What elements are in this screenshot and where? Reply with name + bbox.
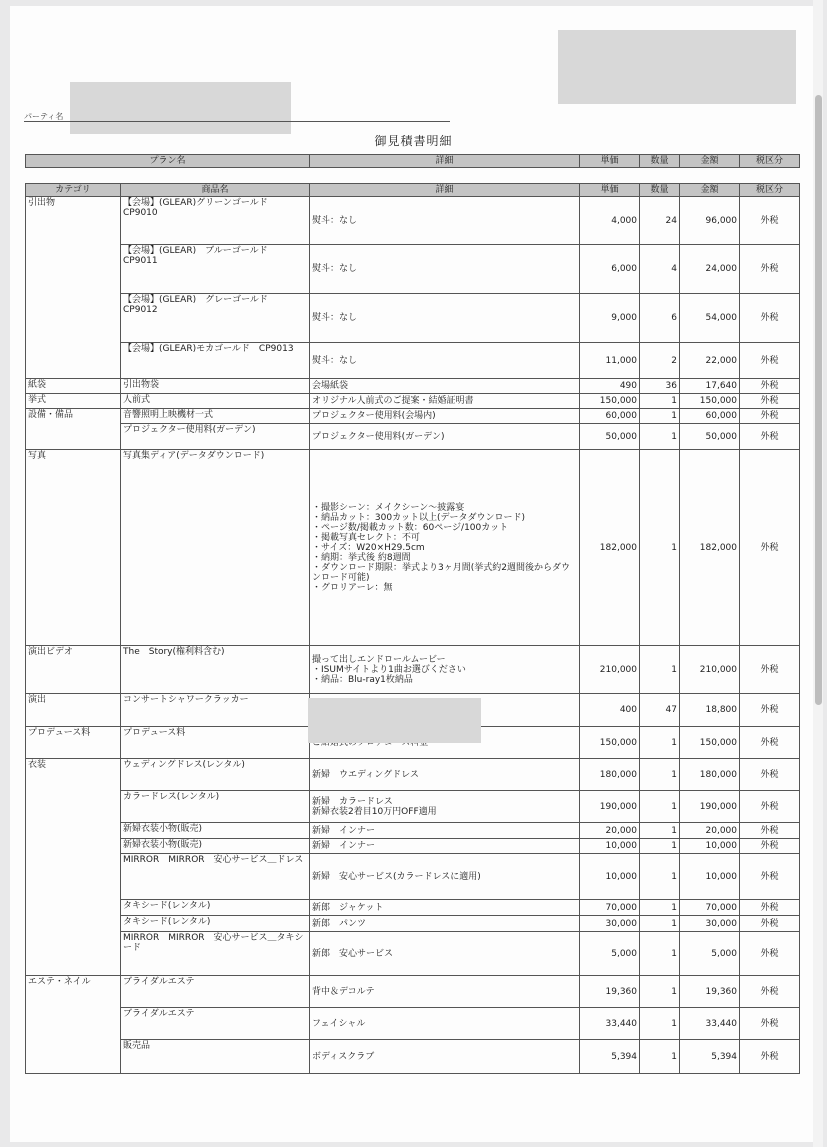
item-qty: 1 (640, 759, 680, 791)
table-row (26, 394, 800, 409)
table-row (26, 759, 800, 791)
item-name: コンサートシャワークラッカー (121, 694, 310, 727)
item-amount: 210,000 (680, 646, 740, 694)
item-name: ウェディングドレス(レンタル) (121, 759, 310, 791)
item-tax: 外税 (740, 976, 800, 1008)
plan-header-plan-name: プラン名 (26, 155, 310, 168)
item-detail: 熨斗：なし (310, 343, 580, 379)
plan-header-row (26, 155, 800, 168)
item-amount: 30,000 (680, 916, 740, 932)
item-tax: 外税 (740, 424, 800, 450)
item-header-detail: 詳細 (310, 184, 580, 197)
plan-table (25, 154, 800, 168)
item-qty: 24 (640, 197, 680, 245)
item-name: 人前式 (121, 394, 310, 409)
table-row (26, 916, 800, 932)
item-detail: 会場紙袋 (310, 379, 580, 394)
item-unit-price: 6,000 (580, 245, 640, 294)
item-unit-price: 190,000 (580, 791, 640, 823)
item-tax: 外税 (740, 343, 800, 379)
item-name: 【会場】(GLEAR) ブルーゴールド CP9011 (121, 245, 310, 294)
item-tax: 外税 (740, 450, 800, 646)
item-category (26, 900, 121, 916)
item-category: 写真 (26, 450, 121, 646)
table-row (26, 294, 800, 343)
item-detail: 新婦 カラードレス 新婦衣装2着目10万円OFF適用 (310, 791, 580, 823)
item-unit-price: 490 (580, 379, 640, 394)
item-header-qty: 数量 (640, 184, 680, 197)
item-unit-price: 182,000 (580, 450, 640, 646)
table-row (26, 245, 800, 294)
party-name-label: パーティ名 (24, 112, 64, 121)
item-tax: 外税 (740, 379, 800, 394)
item-name: 写真集ディア(データダウンロード) (121, 450, 310, 646)
table-row (26, 839, 800, 854)
item-table-body (26, 197, 800, 1074)
item-amount: 24,000 (680, 245, 740, 294)
item-tax: 外税 (740, 823, 800, 839)
item-detail: 新郎 ジャケット (310, 900, 580, 916)
plan-header-amount: 金額 (680, 155, 740, 168)
item-amount: 150,000 (680, 394, 740, 409)
item-qty: 1 (640, 450, 680, 646)
item-name: MIRROR MIRROR 安心サービス＿タキシード (121, 932, 310, 976)
item-tax: 外税 (740, 197, 800, 245)
item-unit-price: 70,000 (580, 900, 640, 916)
item-tax: 外税 (740, 932, 800, 976)
item-amount: 180,000 (680, 759, 740, 791)
item-category: 演出 (26, 694, 121, 727)
item-qty: 1 (640, 976, 680, 1008)
item-amount: 54,000 (680, 294, 740, 343)
item-name: 【会場】(GLEAR)グリーンゴールド CP9010 (121, 197, 310, 245)
item-amount: 150,000 (680, 727, 740, 759)
table-row (26, 646, 800, 694)
item-amount: 96,000 (680, 197, 740, 245)
item-name: ブライダルエステ (121, 976, 310, 1008)
item-name: ブライダルエステ (121, 1008, 310, 1040)
item-unit-price: 60,000 (580, 409, 640, 424)
table-row (26, 424, 800, 450)
item-name: プロデュース料 (121, 727, 310, 759)
item-name: カラードレス(レンタル) (121, 791, 310, 823)
item-qty: 1 (640, 394, 680, 409)
item-category (26, 791, 121, 823)
item-detail: 熨斗：なし (310, 197, 580, 245)
item-qty: 36 (640, 379, 680, 394)
item-tax: 外税 (740, 409, 800, 424)
item-category (26, 1008, 121, 1040)
item-qty: 1 (640, 1008, 680, 1040)
item-amount: 10,000 (680, 839, 740, 854)
item-detail: 熨斗：なし (310, 294, 580, 343)
item-category (26, 839, 121, 854)
item-unit-price: 150,000 (580, 394, 640, 409)
item-qty: 1 (640, 854, 680, 900)
table-row (26, 976, 800, 1008)
item-detail: フェイシャル (310, 1008, 580, 1040)
item-name: タキシード(レンタル) (121, 900, 310, 916)
item-unit-price: 33,440 (580, 1008, 640, 1040)
item-table (25, 183, 800, 1074)
table-row (26, 1008, 800, 1040)
table-row (26, 379, 800, 394)
item-qty: 1 (640, 900, 680, 916)
item-tax: 外税 (740, 245, 800, 294)
item-detail: 新婦 安心サービス(カラードレスに適用) (310, 854, 580, 900)
item-name: MIRROR MIRROR 安心サービス＿ドレス (121, 854, 310, 900)
item-unit-price: 30,000 (580, 916, 640, 932)
item-category (26, 916, 121, 932)
item-detail: プロジェクター使用料(会場内) (310, 409, 580, 424)
item-detail: 新郎 パンツ (310, 916, 580, 932)
table-row (26, 854, 800, 900)
item-qty: 1 (640, 424, 680, 450)
item-tax: 外税 (740, 916, 800, 932)
item-qty: 2 (640, 343, 680, 379)
item-header-amount: 金額 (680, 184, 740, 197)
redacted-box-top-right (558, 30, 796, 104)
party-name-underline (24, 121, 450, 122)
item-amount: 20,000 (680, 823, 740, 839)
item-name: 引出物袋 (121, 379, 310, 394)
item-header-product: 商品名 (121, 184, 310, 197)
item-amount: 5,000 (680, 932, 740, 976)
table-row (26, 823, 800, 839)
document-title: 御見積書明細 (374, 134, 453, 148)
item-tax: 外税 (740, 646, 800, 694)
item-category (26, 823, 121, 839)
item-qty: 1 (640, 916, 680, 932)
item-unit-price: 19,360 (580, 976, 640, 1008)
item-name: The Story(権利料含む) (121, 646, 310, 694)
item-detail: ・撮影シーン：メイクシーン〜披露宴 ・納品カット：300カット以上(データダウンロード) ・ページ数/掲載カット数：60ページ/100カット ・掲載写真セレクト：不可 ・サイズ：W20×H29.5cm ・納期：挙式後 約8週間 ・ダウンロード期限：挙式より3ヶ月間(挙式約2週間後からダウンロード可能) ・グロリアーレ：無 (310, 450, 580, 646)
item-unit-price: 5,000 (580, 932, 640, 976)
item-name: 新婦衣装小物(販売) (121, 823, 310, 839)
item-amount: 33,440 (680, 1008, 740, 1040)
item-name: 【会場】(GLEAR) グレーゴールド CP9012 (121, 294, 310, 343)
item-tax: 外税 (740, 839, 800, 854)
item-tax: 外税 (740, 900, 800, 916)
item-unit-price: 180,000 (580, 759, 640, 791)
item-unit-price: 400 (580, 694, 640, 727)
item-category (26, 854, 121, 900)
item-detail: 新婦 インナー (310, 839, 580, 854)
item-header-tax: 税区分 (740, 184, 800, 197)
table-row (26, 791, 800, 823)
item-qty: 47 (640, 694, 680, 727)
item-amount: 5,394 (680, 1040, 740, 1074)
item-category (26, 245, 121, 294)
item-unit-price: 150,000 (580, 727, 640, 759)
item-unit-price: 9,000 (580, 294, 640, 343)
item-category: プロデュース料 (26, 727, 121, 759)
item-category (26, 1040, 121, 1074)
item-category (26, 932, 121, 976)
item-unit-price: 4,000 (580, 197, 640, 245)
table-row (26, 900, 800, 916)
item-amount: 18,800 (680, 694, 740, 727)
item-tax: 外税 (740, 727, 800, 759)
item-category (26, 343, 121, 379)
item-unit-price: 10,000 (580, 839, 640, 854)
item-qty: 4 (640, 245, 680, 294)
item-name: 新婦衣装小物(販売) (121, 839, 310, 854)
item-name: 音響照明上映機材一式 (121, 409, 310, 424)
item-unit-price: 210,000 (580, 646, 640, 694)
item-tax: 外税 (740, 1008, 800, 1040)
item-header-category: カテゴリ (26, 184, 121, 197)
item-unit-price: 20,000 (580, 823, 640, 839)
item-qty: 1 (640, 839, 680, 854)
item-qty: 1 (640, 1040, 680, 1074)
item-amount: 19,360 (680, 976, 740, 1008)
item-qty: 1 (640, 409, 680, 424)
item-qty: 1 (640, 823, 680, 839)
item-qty: 1 (640, 791, 680, 823)
item-amount: 70,000 (680, 900, 740, 916)
item-unit-price: 5,394 (580, 1040, 640, 1074)
item-detail: ボディスクラブ (310, 1040, 580, 1074)
item-detail: 新婦 インナー (310, 823, 580, 839)
item-detail: オリジナル人前式のご提案・結婚証明書 (310, 394, 580, 409)
item-qty: 1 (640, 932, 680, 976)
item-tax: 外税 (740, 854, 800, 900)
item-detail: プロジェクター使用料(ガーデン) (310, 424, 580, 450)
item-category: エステ・ネイル (26, 976, 121, 1008)
table-row (26, 450, 800, 646)
table-row (26, 409, 800, 424)
item-tax: 外税 (740, 394, 800, 409)
item-category: 挙式 (26, 394, 121, 409)
item-qty: 1 (640, 646, 680, 694)
item-name: 販売品 (121, 1040, 310, 1074)
plan-header-tax: 税区分 (740, 155, 800, 168)
scrollbar-thumb[interactable] (815, 95, 822, 705)
item-amount: 17,640 (680, 379, 740, 394)
table-row (26, 932, 800, 976)
table-row (26, 343, 800, 379)
item-unit-price: 50,000 (580, 424, 640, 450)
item-detail: 撮って出しエンドロールムービー ・ISUMサイトより1曲お選びください ・納品：Blu-ray1枚納品 (310, 646, 580, 694)
item-category: 紙袋 (26, 379, 121, 394)
table-row (26, 197, 800, 245)
redacted-detail-box (308, 698, 481, 743)
item-detail: 熨斗：なし (310, 245, 580, 294)
item-name: タキシード(レンタル) (121, 916, 310, 932)
item-amount: 60,000 (680, 409, 740, 424)
item-header-row (26, 184, 800, 197)
item-amount: 50,000 (680, 424, 740, 450)
item-tax: 外税 (740, 694, 800, 727)
redacted-party-name (70, 82, 291, 134)
item-tax: 外税 (740, 791, 800, 823)
item-detail: 背中＆デコルテ (310, 976, 580, 1008)
item-amount: 182,000 (680, 450, 740, 646)
item-tax: 外税 (740, 759, 800, 791)
item-category: 演出ビデオ (26, 646, 121, 694)
item-amount: 22,000 (680, 343, 740, 379)
plan-header-unit-price: 単価 (580, 155, 640, 168)
plan-header-detail: 詳細 (310, 155, 580, 168)
item-category: 引出物 (26, 197, 121, 245)
item-tax: 外税 (740, 294, 800, 343)
item-category: 衣装 (26, 759, 121, 791)
plan-header-qty: 数量 (640, 155, 680, 168)
item-qty: 1 (640, 727, 680, 759)
item-detail: 新郎 安心サービス (310, 932, 580, 976)
item-detail: 新婦 ウエディングドレス (310, 759, 580, 791)
item-qty: 6 (640, 294, 680, 343)
item-amount: 10,000 (680, 854, 740, 900)
item-category: 設備・備品 (26, 409, 121, 424)
item-category (26, 294, 121, 343)
table-row (26, 1040, 800, 1074)
item-name: プロジェクター使用料(ガーデン) (121, 424, 310, 450)
item-category (26, 424, 121, 450)
item-unit-price: 10,000 (580, 854, 640, 900)
item-tax: 外税 (740, 1040, 800, 1074)
item-amount: 190,000 (680, 791, 740, 823)
item-unit-price: 11,000 (580, 343, 640, 379)
item-name: 【会場】(GLEAR)モカゴールド CP9013 (121, 343, 310, 379)
item-header-unit-price: 単価 (580, 184, 640, 197)
